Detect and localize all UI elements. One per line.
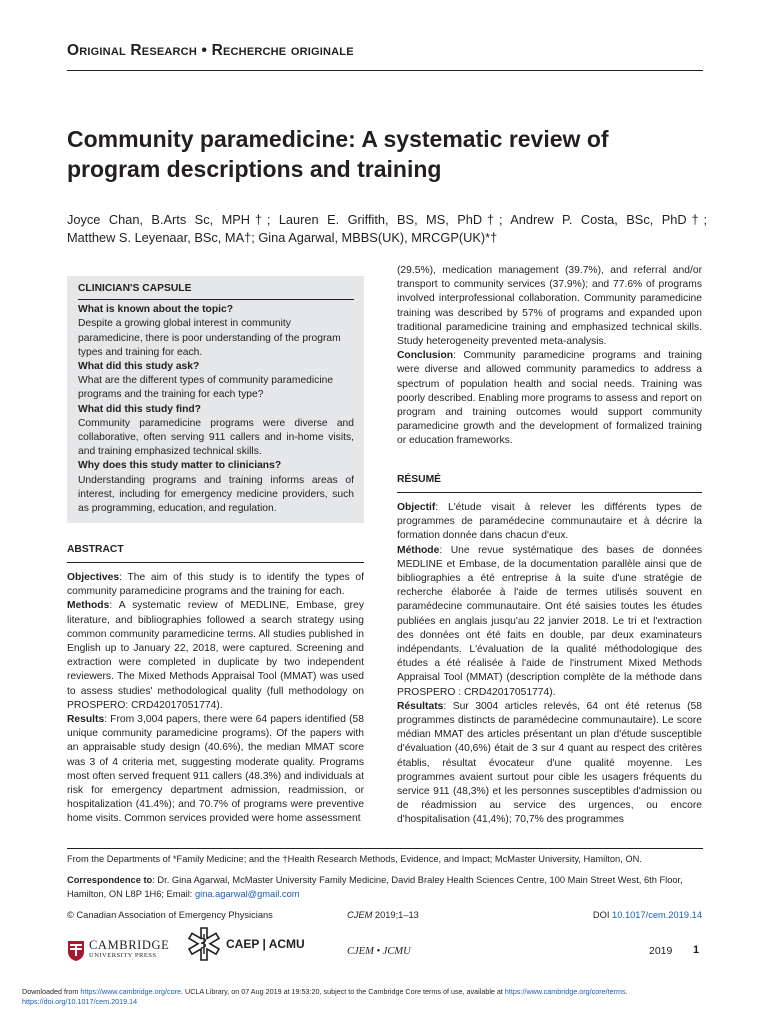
- methods-text: : A systematic review of MEDLINE, Embase, grey literature, and bibliographies followed a search strategy using common community paramedicine terms. All studies published in English up to January 22, 2018, were captured. Screening and extraction were completed in duplicate by two independent reviewers. The Mixed Methods Appraisal Tool (MMAT) was used to assess studies' methodological quality (full methodology on PROSPERO: CRD42017051774).: [67, 600, 364, 711]
- methode-label: Méthode: [397, 544, 440, 556]
- objectives-text: : The aim of this study is to identify the types of community paramedicine programs and the training for each.: [67, 572, 364, 598]
- abstract-left-column: [67, 571, 364, 827]
- authors-line-1: Joyce Chan, B.Arts Sc, MPH†; Lauren E. Griffith, BS, MS, PhD†; Andrew P. Costa, BSc, PhD†;: [67, 212, 707, 227]
- header-rule: [67, 70, 703, 71]
- correspondence-text: : Dr. Gina Agarwal, McMaster University Family Medicine, David Braley Health Sciences Centre, 100 Main Street West, 6th Floor, Hamilton, ON L8P 1H6; Email:: [67, 875, 683, 899]
- resume-column: [397, 501, 702, 828]
- section-label: Original Research • Recherche originale: [67, 42, 354, 59]
- resume-resultats: [397, 700, 702, 828]
- journal-citation: [347, 909, 419, 923]
- cambridge-shield-icon: [67, 940, 85, 967]
- author-list: [67, 211, 707, 247]
- resume-methode: [397, 544, 702, 700]
- abstract-heading: ABSTRACT: [67, 544, 124, 555]
- abstract-methods: [67, 599, 364, 713]
- download-prefix: Downloaded from: [22, 987, 81, 996]
- abstract-right-column: [397, 264, 702, 449]
- download-middle: . UCLA Library, on 07 Aug 2019 at 19:53:20, subject to the Cambridge Core terms of use, available at: [181, 987, 505, 996]
- objectif-text: : L'étude visait à relever les différents types de programmes de paramédecine communautaire et à décrire la formation donnée dans chacun d'eux.: [397, 502, 702, 542]
- citation-journal: CJEM: [347, 910, 373, 920]
- resultats-label: Résultats: [397, 700, 444, 712]
- publisher-subtitle: UNIVERSITY PRESS: [89, 952, 157, 959]
- doi-line: [592, 909, 702, 923]
- doi-url-line: [22, 997, 137, 1007]
- publisher-name: CAMBRIDGE: [89, 938, 170, 952]
- footer-year: 2019: [649, 945, 673, 957]
- methode-text: : Une revue systématique des bases de données MEDLINE et Embase, de la documentation parallèle ainsi que de bibliographies a été entreprise à la suite d'une stratégie de recherche élaborée à l'aide de termes utilisés souvent en paramédecine communautaire. Ont été saisies toutes les études publiées en anglais jusqu'au 22 janvier 2018. Le tri et l'extraction des données ont été faits en double, par deux examinateurs indépendants. L'évaluation de la qualité méthodologique des études a été réalisée à l'aide de l'instrument Mixed Methods Appraisal Tool (MMAT) (description complète de la méthode dans PROSPERO : CRD42017051774).: [397, 544, 702, 698]
- affiliation-note: From the Departments of *Family Medicine; and the †Health Research Methods, Evidence, and Impact; McMaster University, Hamilton, ON.: [67, 854, 642, 864]
- correspondence-note: [67, 874, 707, 901]
- objectif-label: Objectif: [397, 502, 436, 513]
- capsule-question-4: Why does this study matter to clinicians?: [78, 460, 282, 472]
- resume-objectif: [397, 501, 702, 544]
- caep-label: CAEP | ACMU: [226, 937, 305, 951]
- doi-link[interactable]: 10.1017/cem.2019.14: [612, 910, 702, 920]
- results-continued: (29.5%), medication management (39.7%), and referral and/or transport to community services (37.9%); and 77.6% of programs involved interprofessional collaboration. Community paramedicine training was described by 57% of programs and expanded upon traditional paramedicine training and emphasized technical skills. Study heterogeneity prevented meta-analysis.: [397, 265, 702, 348]
- capsule-question-3: What did this study find?: [78, 403, 201, 415]
- capsule-answer-3: Community paramedicine programs were diverse and collaborative, often serving 911 callers and in-home visits, and training emphasized technical skills.: [78, 417, 354, 458]
- authors-line-2: Matthew S. Leyenaar, BSc, MA†; Gina Agarwal, MBBS(UK), MRCGP(UK)*†: [67, 230, 498, 245]
- capsule-question-1: What is known about the topic?: [78, 304, 234, 316]
- caep-logo: [186, 926, 305, 964]
- abstract-heading-rule: [67, 562, 364, 563]
- resultats-text: : Sur 3004 articles relevés, 64 ont été retenus (58 programmes distincts de paramédecine communautaire). Le score médian MMAT des articles présentant un plan d'étude susceptible d'évaluation (40,6%) était de 3 sur 4 quant au respect des critères établis, résultat évocateur d'une qualité moyenne. Les programmes avaient surtout pour cible les usagers fréquents du service 911 (48,3%) et les personnes susceptibles d'admission ou de réadmission au service des urgences, ou encore d'hospitalisation (41,4%); 70,7% des programmes: [397, 700, 702, 826]
- capsule-question-2: What did this study ask?: [78, 361, 200, 373]
- journal-footer: CJEM • JCMU: [347, 946, 411, 957]
- doi-url-link[interactable]: https://doi.org/10.1017/cem.2019.14: [22, 997, 138, 1006]
- correspondence-label: Correspondence to: [67, 875, 153, 885]
- methods-label: Methods: [67, 600, 110, 612]
- resume-heading-rule: [397, 492, 702, 493]
- results-text: : From 3,004 papers, there were 64 papers identified (58 unique community paramedicine programs). Of the papers with an appraisable study design (40.6%), the median MMAT score was 3 of 4 criteria met, suggesting moderate quality. Programs most often served frequent 911 callers (48.3%) and individuals at risk for emergency department admission, readmission, or hospitalization (41.4%); and 70.7% of programs were preventive home visits. Common services provided were home assessment: [67, 714, 364, 825]
- publisher-logo: [67, 938, 170, 964]
- clinicians-capsule: [67, 276, 364, 523]
- download-end: .: [625, 987, 628, 996]
- abstract-results: [67, 713, 364, 827]
- page-number: 1: [693, 944, 700, 956]
- download-notice: [22, 987, 722, 997]
- capsule-answer-4: Understanding programs and training informs areas of interest, including for emergency medicine providers, such as programming, education, and regulation.: [78, 474, 354, 515]
- results-label: Results: [67, 714, 105, 726]
- core-terms-link[interactable]: https://www.cambridge.org/core/terms: [504, 987, 626, 996]
- conclusion-label: Conclusion: [397, 350, 454, 362]
- capsule-answer-1: Despite a growing global interest in community paramedicine, there is poor understanding of the program types and training for each.: [78, 318, 341, 358]
- citation-volume: 2019;1–13: [372, 910, 419, 920]
- capsule-title: CLINICIAN'S CAPSULE: [78, 282, 354, 300]
- capsule-answer-2: What are the different types of community paramedicine programs and the training for each type?: [78, 375, 334, 401]
- objectives-label: Objectives: [67, 572, 120, 583]
- abstract-conclusion: [397, 349, 702, 448]
- correspondence-email-link[interactable]: gina.agarwal@gmail.com: [194, 888, 300, 899]
- doi-label: DOI: [592, 910, 613, 920]
- abstract-objectives: [67, 571, 364, 599]
- footer-rule: [67, 848, 703, 849]
- copyright-line: © Canadian Association of Emergency Physicians: [67, 910, 273, 920]
- article-title: Community paramedicine: A systematic review of program descriptions and training: [67, 126, 609, 182]
- cambridge-core-link[interactable]: https://www.cambridge.org/core: [80, 987, 182, 996]
- caep-star-of-life-icon: [186, 926, 222, 967]
- resume-heading: RÉSUMÉ: [397, 474, 442, 485]
- conclusion-text: : Community paramedicine programs and training were diverse and allowed community paramedics to address a spectrum of population health and social needs. Training was poorly described. Enabling more programs to assess and report on program and training outcomes would support community paramedicine growth and the development of formalized training or education frameworks.: [397, 350, 702, 447]
